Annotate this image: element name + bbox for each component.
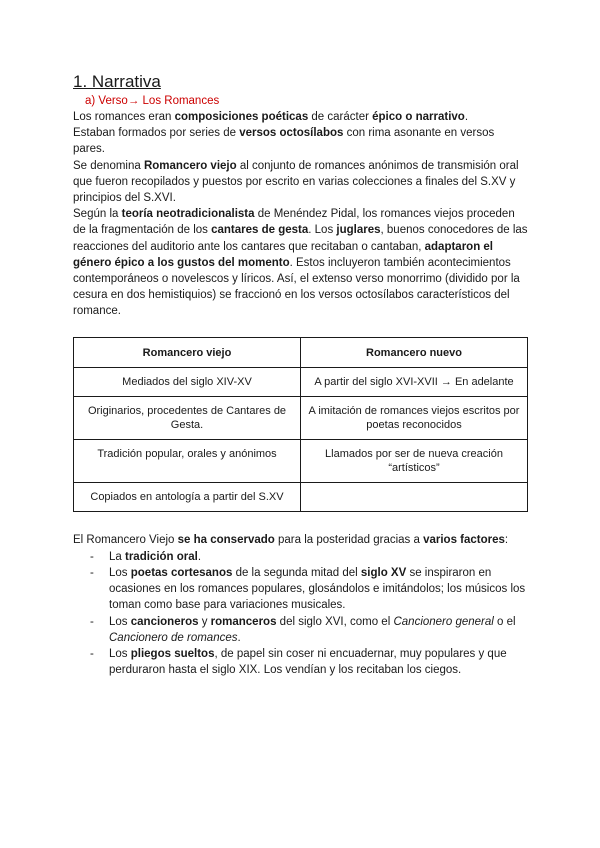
bullet-dash: - bbox=[90, 550, 94, 563]
intro-paragraph-4: Según la teoría neotradicionalista de Menéndez Pidal, los romances viejos proceden de la fragmentación de los cantares de gesta. Los juglares, buenos conocedores de las reacciones del auditorio ante los cantares que recitaban o cantaban, adaptaron el género épico a los gustos del momento. Estos incluyeron también acontecimientos contemporáneos o novelescos y líricos. Así, el extenso verso monorrimo (dividido por la cesura en dos hemistiquios) se fraccionó en los versos octosílabos característicos del romance. bbox=[73, 208, 528, 318]
table-cell bbox=[301, 482, 528, 511]
table-cell: Llamados por ser de nueva creación “artísticos” bbox=[301, 439, 528, 482]
conservation-paragraph: El Romancero Viejo se ha conservado para la posteridad gracias a varios factores: bbox=[73, 533, 509, 546]
list-item: - Los cancioneros y romanceros del siglo XVI, como el Cancionero general o el Cancionero de romances. bbox=[90, 615, 516, 644]
bullet-dash: - bbox=[90, 567, 94, 580]
table-cell: Originarios, procedentes de Cantares de Gesta. bbox=[74, 396, 301, 439]
document-page bbox=[73, 72, 528, 678]
intro-paragraph-1: Los romances eran composiciones poéticas de carácter épico o narrativo. bbox=[73, 111, 469, 123]
factors-list bbox=[73, 549, 528, 679]
table-cell: A imitación de romances viejos escritos por poetas reconocidos bbox=[301, 396, 528, 439]
table-header-row bbox=[74, 337, 528, 367]
subsection-heading: a) Verso→ Los Romances bbox=[85, 95, 220, 107]
section-heading: 1. Narrativa bbox=[73, 72, 161, 91]
table-header-viejo: Romancero viejo bbox=[74, 337, 301, 367]
table-cell: Tradición popular, orales y anónimos bbox=[74, 439, 301, 482]
list-item: - La tradición oral. bbox=[73, 549, 528, 565]
table-cell: Mediados del siglo XIV-XV bbox=[74, 367, 301, 396]
list-item: - Los poetas cortesanos de la segunda mitad del siglo XV se inspiraron en ocasiones en los romances populares, glosándolos e imitándolos; los músicos los toman como base para variaciones musicales. bbox=[90, 567, 526, 612]
intro-paragraph-2: Estaban formados por series de versos octosílabos con rima asonante en versos pares. bbox=[73, 127, 495, 156]
table-cell: Copiados en antología a partir del S.XV bbox=[74, 482, 301, 511]
table-cell: A partir del siglo XVI-XVII → En adelante bbox=[301, 367, 528, 396]
comparison-table bbox=[73, 337, 528, 512]
table-row bbox=[74, 367, 528, 396]
table-header-nuevo: Romancero nuevo bbox=[301, 337, 528, 367]
bullet-dash: - bbox=[90, 648, 94, 661]
table-row bbox=[74, 439, 528, 482]
table-row bbox=[74, 396, 528, 439]
bullet-dash: - bbox=[90, 615, 94, 628]
table-row bbox=[74, 482, 528, 511]
intro-paragraph-3: Se denomina Romancero viejo al conjunto de romances anónimos de transmisión oral que fueron recopilados y puestos por escrito en varias colecciones a finales del S.XV y principios del S.XVI. bbox=[73, 159, 519, 205]
list-item: - Los pliegos sueltos, de papel sin coser ni encuadernar, muy populares y que perduraron hasta el siglo XIX. Los vendían y los recitaban los ciegos. bbox=[90, 648, 507, 677]
